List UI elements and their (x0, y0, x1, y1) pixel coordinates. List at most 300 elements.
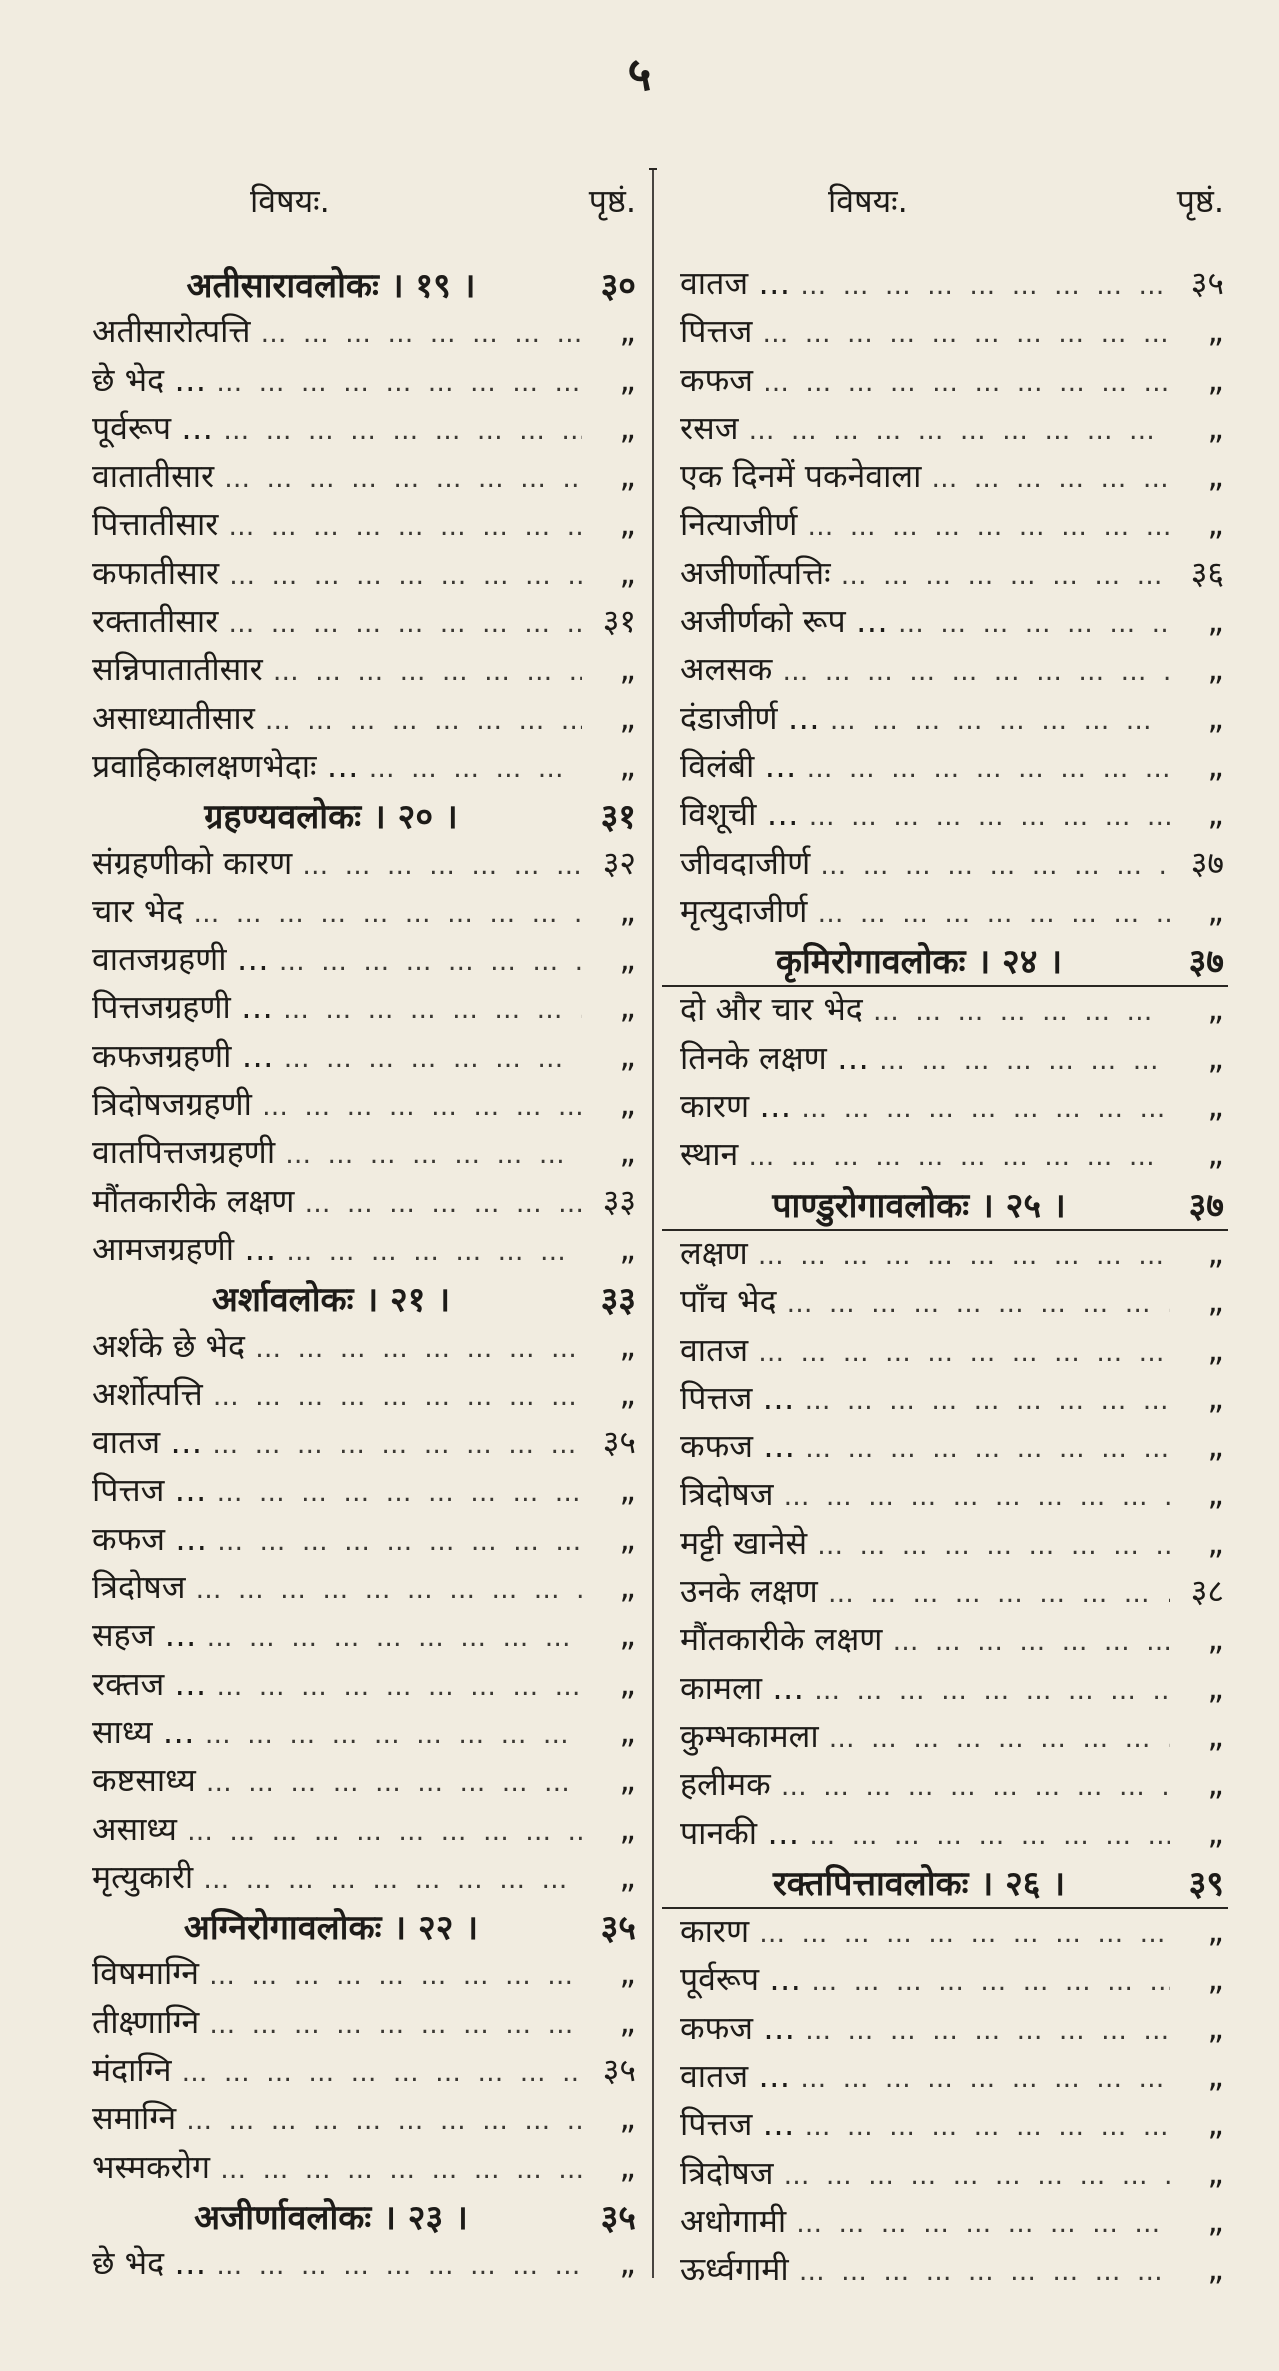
leader-dots (797, 512, 1170, 542)
page-ref: ३३ (602, 1181, 636, 1220)
leader-dots (797, 754, 1170, 784)
entry-label: संग्रहणीको कारण (92, 843, 293, 882)
index-entry (668, 1714, 1228, 1762)
page-ref: „ (619, 1133, 636, 1172)
leader-dots (795, 1386, 1171, 1416)
entry-label: दो और चार भेद (680, 990, 863, 1029)
entry-label: ऊर्ध्वगामी (680, 2250, 789, 2289)
entry-label: चार भेद (92, 891, 184, 930)
index-entry (80, 502, 640, 550)
index-entry (668, 647, 1228, 695)
index-entry (668, 1036, 1228, 1084)
entry-label: दंडाजीर्ण … (680, 698, 820, 737)
page-number: ५ (627, 47, 652, 101)
entry-label: अर्शके छे भेद (92, 1326, 246, 1365)
entry-label: विलंबी … (680, 746, 797, 785)
index-entry (80, 358, 640, 406)
leader-dots (269, 947, 582, 977)
entry-label: कफजग्रहणी … (92, 1036, 274, 1075)
page-ref: „ (619, 650, 636, 689)
page-ref: „ (1207, 1038, 1224, 1077)
section-title: पाण्डुरोगावलोकः । २५ । (772, 1185, 1066, 1226)
index-entry (80, 2096, 640, 2144)
entry-label: पानकी … (680, 1813, 800, 1852)
page-ref: ३७ (1190, 843, 1224, 882)
entry-label: साध्य … (92, 1712, 195, 1751)
page-ref: ३५ (1190, 264, 1224, 302)
section-title: अग्निरोगावलोकः । २२ । (183, 1908, 479, 1949)
entry-label: वातातीसार (92, 457, 215, 496)
index-entry (80, 2241, 640, 2289)
index-entry (668, 309, 1228, 357)
column-divider (652, 168, 654, 2278)
entry-label: अजीर्णोत्पत्तिः (680, 553, 831, 592)
left-entries (80, 261, 640, 2289)
section-heading (80, 1275, 640, 1323)
page-ref: „ (1207, 2250, 1224, 2289)
entry-label: हलीमक (680, 1765, 771, 1804)
page-ref: „ (1207, 2056, 1224, 2095)
section-heading (668, 1181, 1228, 1229)
leader-dots (789, 2257, 1170, 2287)
index-entry (668, 1279, 1228, 1327)
section-title: ग्रहण्यवलोकः । २० । (204, 797, 458, 838)
entry-label: पित्तातीसार (92, 505, 219, 544)
leader-dots (276, 1237, 582, 1267)
page-ref: „ (619, 553, 636, 592)
section-heading (80, 1903, 640, 1951)
page-ref: „ (1207, 1668, 1224, 1707)
index-entry (668, 1666, 1228, 1714)
entry-label: कफज … (92, 1519, 208, 1558)
entry-label: कामला … (680, 1668, 805, 1707)
page-ref: „ (1207, 408, 1224, 447)
section-heading (80, 792, 640, 840)
index-entry (80, 1034, 640, 1082)
index-entry (668, 792, 1228, 840)
entry-label: असाध्य (92, 1809, 177, 1848)
index-entry (668, 1472, 1228, 1520)
leader-dots (210, 2155, 582, 2185)
left-page-heading: पृष्ठं. (588, 181, 636, 220)
leader-dots (206, 368, 582, 398)
page-ref: ३५ (600, 1908, 636, 1949)
index-entry (80, 1565, 640, 1613)
index-entry (668, 1132, 1228, 1180)
index-entry (80, 2145, 640, 2193)
page-ref: „ (1207, 1282, 1224, 1321)
index-entry (80, 2048, 640, 2096)
leader-dots (818, 1579, 1170, 1609)
index-entry (668, 502, 1228, 550)
leader-dots (772, 657, 1170, 687)
section-heading (80, 2193, 640, 2241)
leader-dots (921, 464, 1170, 494)
leader-dots (207, 1478, 583, 1508)
page-ref: „ (619, 1664, 636, 1703)
page-ref: „ (619, 312, 636, 351)
entry-label: एक दिनमें पकनेवाला (680, 457, 922, 496)
leader-dots (791, 1094, 1170, 1124)
leader-dots (245, 1334, 582, 1364)
page-ref: „ (619, 891, 636, 930)
index-entry (80, 1420, 640, 1468)
index-entry (80, 406, 640, 454)
page-ref: „ (1207, 1813, 1224, 1852)
entry-label: छे भेद … (92, 360, 207, 399)
entry-label: पाँच भेद (680, 1282, 777, 1321)
entry-label: अधोगामी (680, 2201, 787, 2240)
index-entry (668, 2199, 1228, 2247)
index-entry (668, 1811, 1228, 1859)
entry-label: त्रिदोषज (92, 1568, 186, 1607)
entry-label: अजीर्णको रूप … (680, 602, 888, 641)
leader-dots (171, 2058, 582, 2088)
entry-label: कफातीसार (92, 553, 220, 592)
entry-label: मौंतकारीके लक्षण (92, 1181, 295, 1220)
entry-label: जीवदाजीर्ण (680, 843, 811, 882)
index-entry (668, 1376, 1228, 1424)
entry-label: वातपित्तजग्रहणी (92, 1133, 276, 1172)
leader-dots (801, 1967, 1170, 1997)
page-ref: ३७ (1188, 942, 1224, 983)
entry-label: मट्टी खानेसे (680, 1523, 808, 1562)
leader-dots (202, 1430, 582, 1460)
index-entry (668, 1231, 1228, 1279)
section-heading (668, 1859, 1228, 1907)
leader-dots (251, 319, 582, 349)
page-ref: „ (619, 2147, 636, 2186)
page-ref: „ (1207, 1960, 1224, 1999)
entry-label: अलसक (680, 650, 773, 689)
section-title: अर्शावलोकः । २१ । (211, 1280, 451, 1321)
index-entry (80, 1662, 640, 1710)
entry-label: भस्मकरोग (92, 2147, 211, 2186)
leader-dots (776, 1289, 1170, 1319)
entry-label: कारण (680, 1912, 750, 1951)
entry-label: कुम्भकामला (680, 1716, 819, 1755)
entry-label: मौंतकारीके लक्षण (680, 1620, 883, 1659)
right-column-header (668, 165, 1228, 235)
leader-dots (804, 1676, 1170, 1706)
page-ref: „ (619, 1954, 636, 1993)
leader-dots (771, 1772, 1170, 1802)
leader-dots (795, 2016, 1170, 2046)
page-ref: „ (1207, 2201, 1224, 2240)
index-entry (668, 841, 1228, 889)
leader-dots (206, 1672, 582, 1702)
entry-label: असाध्यातीसार (92, 698, 255, 737)
page-ref: „ (1207, 1330, 1224, 1369)
index-entry (80, 696, 640, 744)
leader-dots (252, 1092, 582, 1122)
index-entry (668, 406, 1228, 454)
leader-dots (294, 1189, 582, 1219)
entry-label: समाग्नि (92, 2099, 177, 2138)
page-ref: ३५ (600, 2197, 636, 2238)
page-ref: „ (1207, 312, 1224, 351)
entry-label: पित्तज (680, 312, 753, 351)
page-ref: „ (1207, 1765, 1224, 1804)
entry-label: कारण … (680, 1087, 792, 1126)
page-ref: ३८ (1190, 1572, 1224, 1611)
entry-label: पित्तज … (680, 1378, 795, 1417)
page-ref: „ (1207, 891, 1224, 930)
entry-label: कफज (680, 360, 753, 399)
entry-label: स्थान (680, 1135, 739, 1174)
entry-label: छे भेद … (92, 2244, 207, 2283)
entry-label: उनके लक्षण (680, 1572, 818, 1611)
leader-dots (213, 416, 582, 446)
page-ref: „ (619, 1471, 636, 1510)
page-ref: „ (1207, 1233, 1224, 1272)
leader-dots (207, 1527, 582, 1557)
entry-label: वातज (680, 1330, 749, 1369)
index-entry (80, 1324, 640, 1372)
index-entry (668, 454, 1228, 502)
index-entry (668, 744, 1228, 792)
entry-label: वातज … (680, 2056, 791, 2095)
leader-dots (359, 754, 582, 784)
entry-label: त्रिदोषज (680, 1475, 774, 1514)
index-entry (668, 1762, 1228, 1810)
page-ref: „ (1207, 650, 1224, 689)
entry-label: नित्याजीर्ण (680, 505, 798, 544)
leader-dots (273, 995, 582, 1025)
page-ref: ३५ (602, 2050, 636, 2089)
page-ref: „ (1207, 2105, 1224, 2144)
entry-label: पित्तज … (92, 1471, 207, 1510)
index-entry (80, 1082, 640, 1130)
section-heading (80, 261, 640, 309)
leader-dots (748, 1241, 1170, 1271)
index-entry (80, 1468, 640, 1516)
entry-label: वातज … (92, 1423, 203, 1462)
leader-dots (199, 2010, 582, 2040)
page-ref: „ (619, 1036, 636, 1075)
entry-label: विशूची … (680, 795, 799, 834)
index-entry (80, 1951, 640, 1999)
leader-dots (773, 1482, 1170, 1512)
index-entry (668, 1909, 1228, 1957)
leader-dots (195, 1720, 582, 1750)
index-entry (80, 599, 640, 647)
entry-label: त्रिदोषज (680, 2153, 774, 2192)
page-ref: „ (619, 408, 636, 447)
entry-label: वातजग्रहणी … (92, 940, 269, 979)
index-entry (80, 985, 640, 1033)
index-entry (80, 1758, 640, 1806)
leader-dots (773, 2161, 1170, 2191)
index-entry (80, 1710, 640, 1758)
leader-dots (196, 1768, 582, 1798)
leader-dots (275, 1140, 582, 1170)
entry-label: पित्तजग्रहणी … (92, 988, 273, 1027)
page-ref: „ (1207, 1523, 1224, 1562)
leader-dots (738, 416, 1170, 446)
page-ref: „ (619, 1519, 636, 1558)
right-column (668, 165, 1228, 2295)
index-entry (668, 261, 1228, 309)
entry-label: वातज … (680, 264, 791, 302)
left-column-header (80, 165, 640, 235)
section-title: अजीर्णावलोकः । २३ । (194, 2197, 468, 2238)
page-ref: „ (1207, 457, 1224, 496)
page-ref: ३७ (1188, 1185, 1224, 1226)
section-title: अतीसारावलोकः । १९ । (186, 266, 476, 306)
page-ref: „ (1207, 1135, 1224, 1174)
leader-dots (176, 2106, 582, 2136)
leader-dots (206, 2251, 582, 2281)
page-ref: ३९ (1188, 1863, 1224, 1904)
page-ref: „ (1207, 1716, 1224, 1755)
entry-label: कफज … (680, 1427, 796, 1466)
page-ref: „ (619, 1568, 636, 1607)
entry-label: तीक्ष्णाग्नि (92, 2002, 200, 2041)
index-entry (80, 1130, 640, 1178)
page-ref: „ (619, 457, 636, 496)
leader-dots (753, 368, 1170, 398)
entry-label: पित्तज … (680, 2105, 795, 2144)
page-ref: „ (1207, 2153, 1224, 2192)
entry-label: पूर्वरूप … (680, 1960, 802, 1999)
index-entry (668, 358, 1228, 406)
page-ref: ३३ (600, 1280, 636, 1321)
page-ref: „ (1207, 698, 1224, 737)
entry-label: अतीसारोत्पत्ति (92, 312, 251, 351)
index-entry (80, 841, 640, 889)
index-entry (80, 889, 640, 937)
page-ref: „ (1207, 746, 1224, 785)
page-ref: „ (619, 505, 636, 544)
index-entry (668, 987, 1228, 1035)
page-ref: „ (619, 1809, 636, 1848)
entry-label: तिनके लक्षण … (680, 1038, 869, 1077)
leader-dots (214, 464, 582, 494)
entry-label: पूर्वरूप … (92, 408, 214, 447)
page-ref: ३१ (600, 797, 636, 838)
index-entry (80, 647, 640, 695)
index-entry (80, 1807, 640, 1855)
index-entry (668, 1328, 1228, 1376)
page-ref: „ (619, 1326, 636, 1365)
leader-dots (820, 706, 1170, 736)
page-ref: „ (1207, 1378, 1224, 1417)
leader-dots (799, 802, 1170, 832)
index-entry (668, 2247, 1228, 2295)
page-ref: „ (1207, 1475, 1224, 1514)
entry-label: रक्तज … (92, 1664, 207, 1703)
entry-label: सहज … (92, 1616, 197, 1655)
index-entry (668, 889, 1228, 937)
page-ref: „ (619, 988, 636, 1027)
leader-dots (795, 1434, 1170, 1464)
index-entry (668, 2102, 1228, 2150)
section-title: रक्तपित्तावलोकः । २६ । (772, 1863, 1066, 1904)
index-entry (80, 744, 640, 792)
page-ref: „ (619, 1616, 636, 1655)
index-entry (668, 2006, 1228, 2054)
index-entry (668, 1521, 1228, 1569)
page-ref: „ (619, 360, 636, 399)
index-entry (80, 551, 640, 599)
section-title: कृमिरोगावलोकः । २४ । (775, 942, 1063, 983)
index-entry (80, 937, 640, 985)
entry-label: रक्तातीसार (92, 602, 219, 641)
leader-dots (738, 1142, 1170, 1172)
index-entry (668, 2151, 1228, 2199)
entry-label: त्रिदोषजग्रहणी (92, 1085, 252, 1124)
leader-dots (749, 1919, 1170, 1949)
entry-label: सन्निपातातीसार (92, 650, 263, 689)
leader-dots (831, 561, 1170, 591)
entry-label: कफज … (680, 2008, 796, 2047)
page-ref: „ (619, 1857, 636, 1896)
page-ref: „ (1207, 360, 1224, 399)
index-entry (80, 1855, 640, 1903)
leader-dots (799, 1821, 1170, 1851)
leader-dots (177, 1817, 582, 1847)
right-page-heading: पृष्ठं. (1176, 181, 1224, 220)
entry-label: आमजग्रहणी … (92, 1229, 277, 1268)
index-entry (668, 1569, 1228, 1617)
page-ref: „ (619, 1229, 636, 1268)
leader-dots (869, 1046, 1170, 1076)
page-ref: „ (1207, 795, 1224, 834)
page-ref: „ (619, 940, 636, 979)
page-ref: „ (619, 746, 636, 785)
entry-label: अर्शोत्पत्ति (92, 1374, 203, 1413)
leader-dots (752, 319, 1170, 349)
leader-dots (810, 851, 1170, 881)
leader-dots (786, 2209, 1170, 2239)
index-entry (80, 2000, 640, 2048)
leader-dots (863, 997, 1170, 1027)
index-entry (668, 696, 1228, 744)
index-entry (668, 1084, 1228, 1132)
leader-dots (807, 1531, 1170, 1561)
page-ref: „ (1207, 1620, 1224, 1659)
leader-dots (203, 1382, 582, 1412)
index-entry (668, 551, 1228, 599)
index-entry (668, 1957, 1228, 2005)
leader-dots (218, 512, 582, 542)
leader-dots (748, 1338, 1170, 1368)
left-subject-heading: विषयः. (250, 181, 330, 220)
right-entries (668, 261, 1228, 2295)
page-ref: ३१ (602, 602, 636, 641)
page-ref: „ (619, 1085, 636, 1124)
index-entry (80, 1613, 640, 1661)
entry-label: लक्षण (680, 1233, 748, 1272)
leader-dots (292, 851, 582, 881)
page-ref: ३६ (1190, 553, 1224, 592)
leader-dots (255, 706, 582, 736)
index-entry (668, 1617, 1228, 1665)
leader-dots (795, 2112, 1171, 2142)
entry-label: विषमाग्नि (92, 1954, 200, 1993)
entry-label: मृत्युकारी (92, 1857, 194, 1896)
page-ref: „ (619, 2244, 636, 2283)
index-entry (80, 309, 640, 357)
page-ref: ३२ (602, 843, 636, 882)
leader-dots (819, 1724, 1170, 1754)
page-ref: „ (619, 1761, 636, 1800)
page-ref: „ (1207, 990, 1224, 1029)
page-ref: „ (1207, 505, 1224, 544)
page-ref: „ (619, 2002, 636, 2041)
right-subject-heading: विषयः. (828, 181, 908, 220)
